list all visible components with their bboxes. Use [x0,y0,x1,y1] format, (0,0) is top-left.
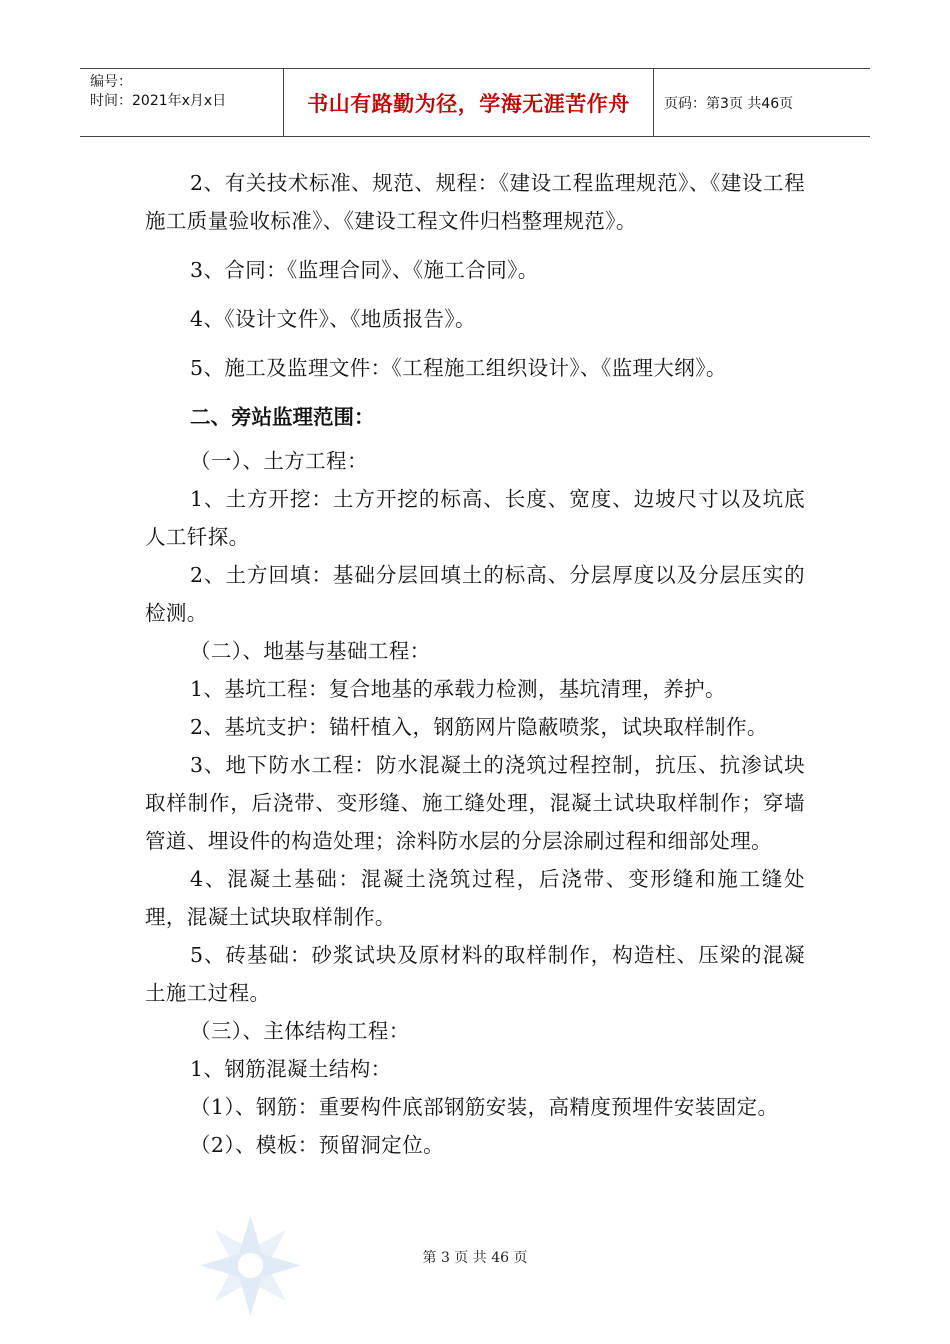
header-motto: 书山有路勤为径，学海无涯苦作舟 [284,69,654,136]
body-paragraph: （1）、钢筋：重要构件底部钢筋安装，高精度预埋件安装固定。 [190,1095,779,1119]
page-header [80,68,870,137]
subsection-heading: （二）、地基与基础工程： [190,639,431,663]
header-meta [80,69,284,136]
header-page-info: 页码：第3页 共46页 [664,95,794,112]
body-paragraph: 1、基坑工程：复合地基的承载力检测，基坑清理，养护。 [190,677,726,701]
section-heading: 二、旁站监理范围： [190,405,375,429]
body-paragraph: 3、合同：《监理合同》、《施工合同》。 [190,258,539,282]
body-paragraph: 5、砖基础：砂浆试块及原材料的取样制作，构造柱、压梁的混凝土施工过程。 [145,943,805,1005]
document-time-label: 时间：2021年x月x日 [90,93,227,109]
body-paragraph: 2、有关技术标准、规范、规程：《建设工程监理规范》、《建设工程施工质量验收标准》、《建设工程文件归档整理规范》。 [145,171,805,233]
subsection-heading: （一）、土方工程： [190,449,368,473]
body-paragraph: 4、混凝土基础：混凝土浇筑过程，后浇带、变形缝和施工缝处理，混凝土试块取样制作。 [145,867,805,929]
body-paragraph: 4、《设计文件》、《地质报告》。 [190,307,476,331]
document-body [145,164,805,1164]
body-paragraph: 3、地下防水工程：防水混凝土的浇筑过程控制，抗压、抗渗试块取样制作，后浇带、变形缝、施工缝处理，混凝土试块取样制作；穿墙管道、埋设件的构造处理；涂料防水层的分层涂刷过程和细部处理。 [145,753,805,853]
body-paragraph: 2、基坑支护：锚杆植入，钢筋网片隐蔽喷浆，试块取样制作。 [190,715,768,739]
body-paragraph: 1、土方开挖：土方开挖的标高、长度、宽度、边坡尺寸以及坑底人工钎探。 [145,487,805,549]
body-paragraph: 5、施工及监理文件：《工程施工组织设计》、《监理大纲》。 [190,356,727,380]
body-paragraph: 1、钢筋混凝土结构： [190,1057,392,1081]
body-paragraph: 2、土方回填：基础分层回填土的标高、分层厚度以及分层压实的检测。 [145,563,805,625]
document-number-label: 编号： [90,74,132,90]
page-footer: 第 3 页 共 46 页 [422,1250,528,1266]
subsection-heading: （三）、主体结构工程： [190,1019,410,1043]
body-paragraph: （2）、模板：预留洞定位。 [190,1133,444,1157]
